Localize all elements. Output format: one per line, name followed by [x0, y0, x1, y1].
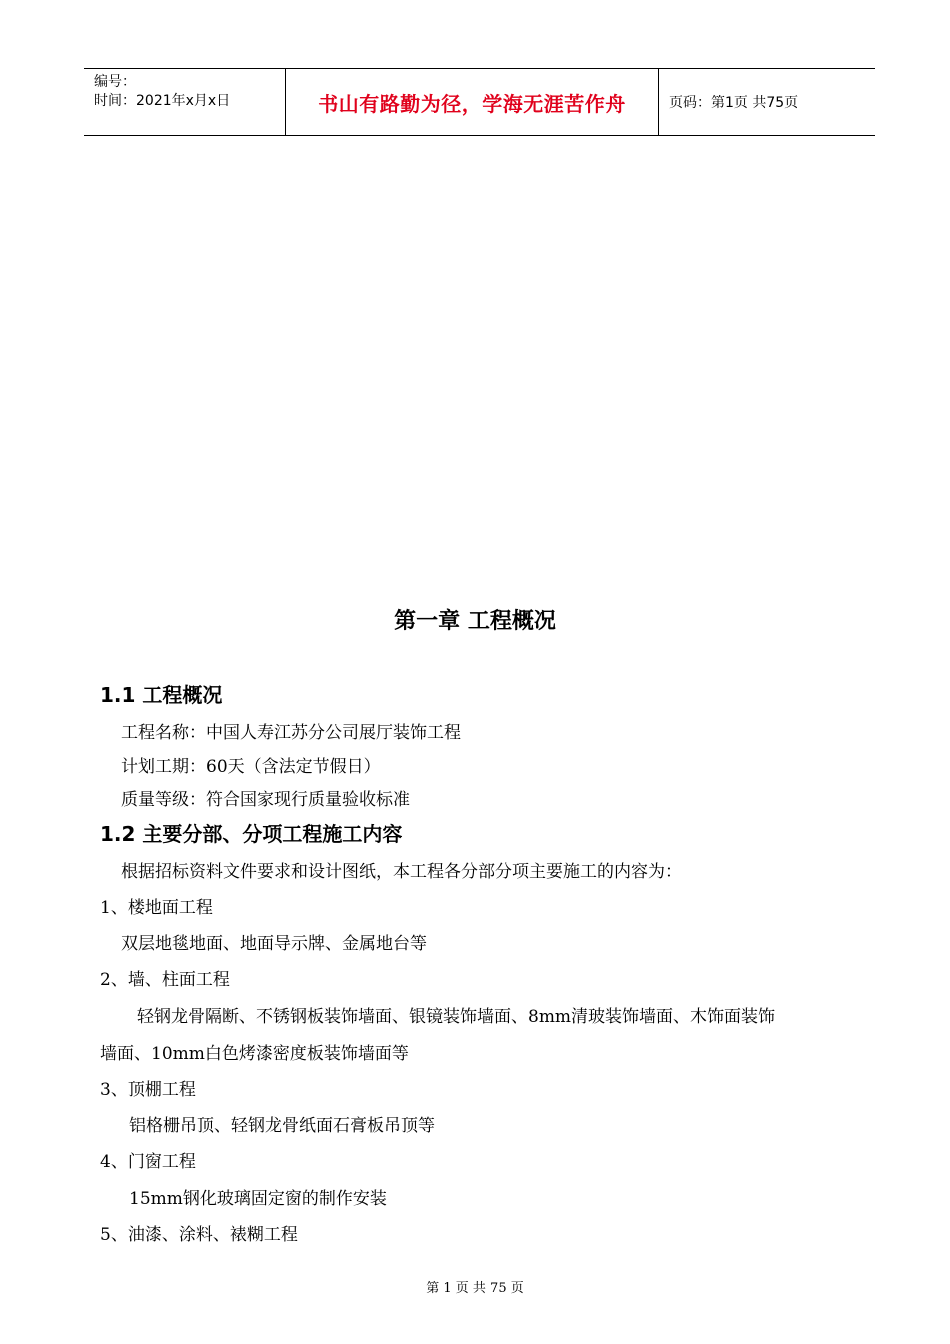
document-number-label: 编号： — [94, 74, 136, 90]
item-heading-floor: 1、楼地面工程 — [100, 898, 213, 918]
section-heading-1-2: 1.2 主要分部、分项工程施工内容 — [100, 822, 403, 846]
chapter-title: 第一章 工程概况 — [394, 609, 556, 634]
project-duration-line: 计划工期：60天（含法定节假日） — [121, 757, 381, 777]
item-detail-floor: 双层地毯地面、地面导示牌、金属地台等 — [121, 934, 427, 954]
item-detail-ceiling: 铝格栅吊顶、轻钢龙骨纸面石膏板吊顶等 — [129, 1116, 435, 1136]
section-heading-1-1: 1.1 工程概况 — [100, 683, 223, 707]
header-motto: 书山有路勤为径，学海无涯苦作舟 — [286, 69, 659, 135]
scope-intro-line: 根据招标资料文件要求和设计图纸，本工程各分部分项主要施工的内容为： — [121, 862, 682, 882]
item-detail-doors-windows: 15mm钢化玻璃固定窗的制作安装 — [129, 1189, 387, 1209]
page-header — [84, 68, 875, 136]
header-meta — [84, 69, 286, 135]
item-heading-ceiling: 3、顶棚工程 — [100, 1080, 196, 1100]
item-heading-doors-windows: 4、门窗工程 — [100, 1152, 196, 1172]
document-time-label: 时间：2021年x月x日 — [94, 93, 231, 109]
quality-grade-line: 质量等级：符合国家现行质量验收标准 — [121, 790, 410, 810]
item-detail-wall-1: 轻钢龙骨隔断、不锈钢板装饰墙面、银镜装饰墙面、8mm清玻装饰墙面、木饰面装饰 — [137, 1007, 776, 1027]
item-heading-wall: 2、墙、柱面工程 — [100, 970, 230, 990]
project-name-line: 工程名称：中国人寿江苏分公司展厅装饰工程 — [121, 723, 461, 743]
item-heading-painting: 5、油漆、涂料、裱糊工程 — [100, 1225, 298, 1245]
item-detail-wall-2: 墙面、10mm白色烤漆密度板装饰墙面等 — [100, 1044, 409, 1064]
header-page-code: 页码：第1页 共75页 — [669, 95, 799, 111]
page-footer: 第 1 页 共 75 页 — [426, 1281, 524, 1296]
